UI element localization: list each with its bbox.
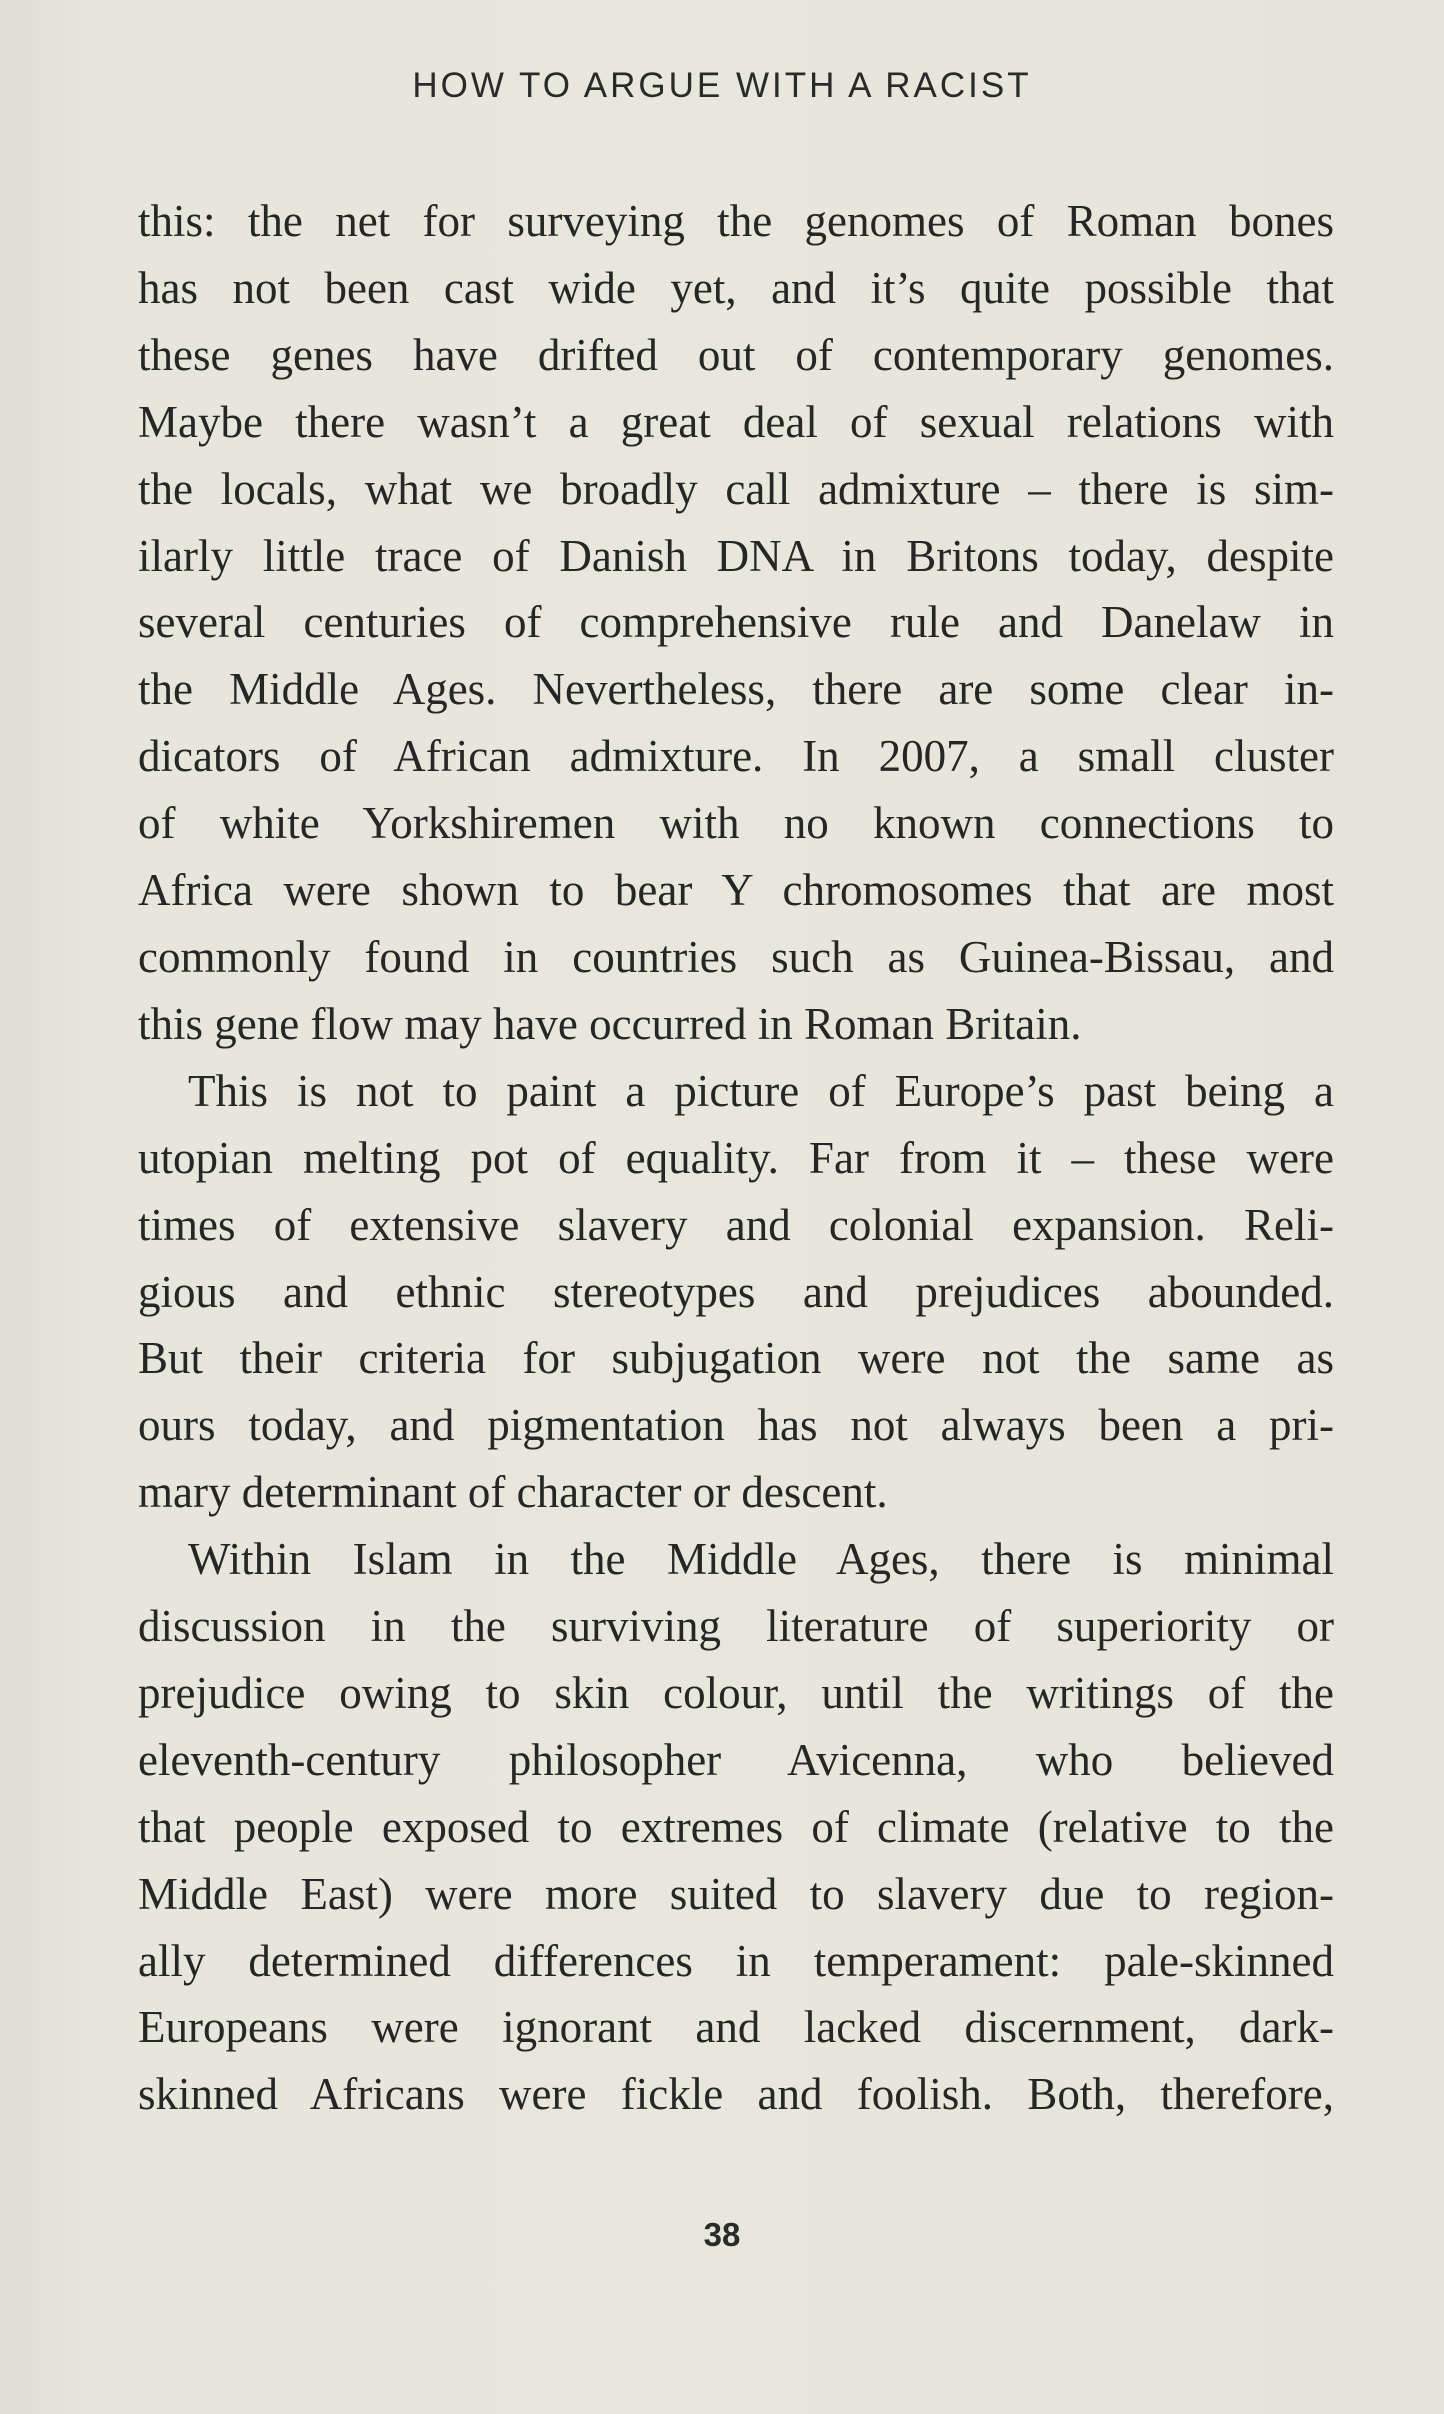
- text-line: dicators of African admixture. In 2007, a small cluster: [138, 731, 1334, 782]
- body-text: [138, 188, 1334, 2128]
- running-head: HOW TO ARGUE WITH A RACIST: [412, 66, 1032, 105]
- text-line: these genes have drifted out of contemporary genomes.: [138, 329, 1334, 380]
- text-line: This is not to paint a picture of Europe’s past being a: [188, 1065, 1334, 1116]
- text-line: skinned Africans were fickle and foolish. Both, therefore,: [138, 2069, 1334, 2120]
- text-line: Africa were shown to bear Y chromosomes that are most: [138, 865, 1334, 916]
- text-line: ally determined differences in temperament: pale-skinned: [138, 1935, 1334, 1986]
- text-line: utopian melting pot of equality. Far from it – these were: [138, 1132, 1334, 1183]
- text-line: But their criteria for subjugation were not the same as: [138, 1333, 1334, 1384]
- text-line: of white Yorkshiremen with no known connections to: [138, 798, 1334, 849]
- text-line: commonly found in countries such as Guinea-Bissau, and: [138, 931, 1334, 982]
- text-line: that people exposed to extremes of climate (relative to the: [138, 1801, 1334, 1852]
- text-line: ilarly little trace of Danish DNA in Britons today, despite: [138, 530, 1334, 581]
- text-line: Within Islam in the Middle Ages, there is minimal: [188, 1534, 1334, 1585]
- text-line: this: the net for surveying the genomes of Roman bones: [138, 196, 1334, 246]
- text-line: this gene flow may have occurred in Roman Britain.: [138, 998, 1082, 1049]
- text-line: ours today, and pigmentation has not always been a pri-: [138, 1400, 1334, 1451]
- text-line: mary determinant of character or descent.: [138, 1467, 888, 1518]
- text-line: the locals, what we broadly call admixture – there is sim-: [138, 463, 1334, 514]
- text-line: Middle East) were more suited to slavery due to region-: [138, 1868, 1334, 1919]
- text-line: has not been cast wide yet, and it’s quite possible that: [138, 262, 1334, 313]
- text-line: Europeans were ignorant and lacked discernment, dark-: [138, 2002, 1334, 2053]
- text-line: prejudice owing to skin colour, until the writings of the: [138, 1667, 1334, 1718]
- text-line: gious and ethnic stereotypes and prejudices abounded.: [138, 1266, 1334, 1317]
- text-line: several centuries of comprehensive rule and Danelaw in: [138, 597, 1334, 648]
- text-line: discussion in the surviving literature of superiority or: [138, 1601, 1334, 1652]
- text-line: eleventh-century philosopher Avicenna, who believed: [138, 1734, 1334, 1785]
- text-line: times of extensive slavery and colonial expansion. Reli-: [138, 1199, 1334, 1250]
- page-number: 38: [703, 2216, 741, 2253]
- text-line: the Middle Ages. Nevertheless, there are some clear in-: [138, 664, 1334, 715]
- text-line: Maybe there wasn’t a great deal of sexual relations with: [138, 396, 1334, 447]
